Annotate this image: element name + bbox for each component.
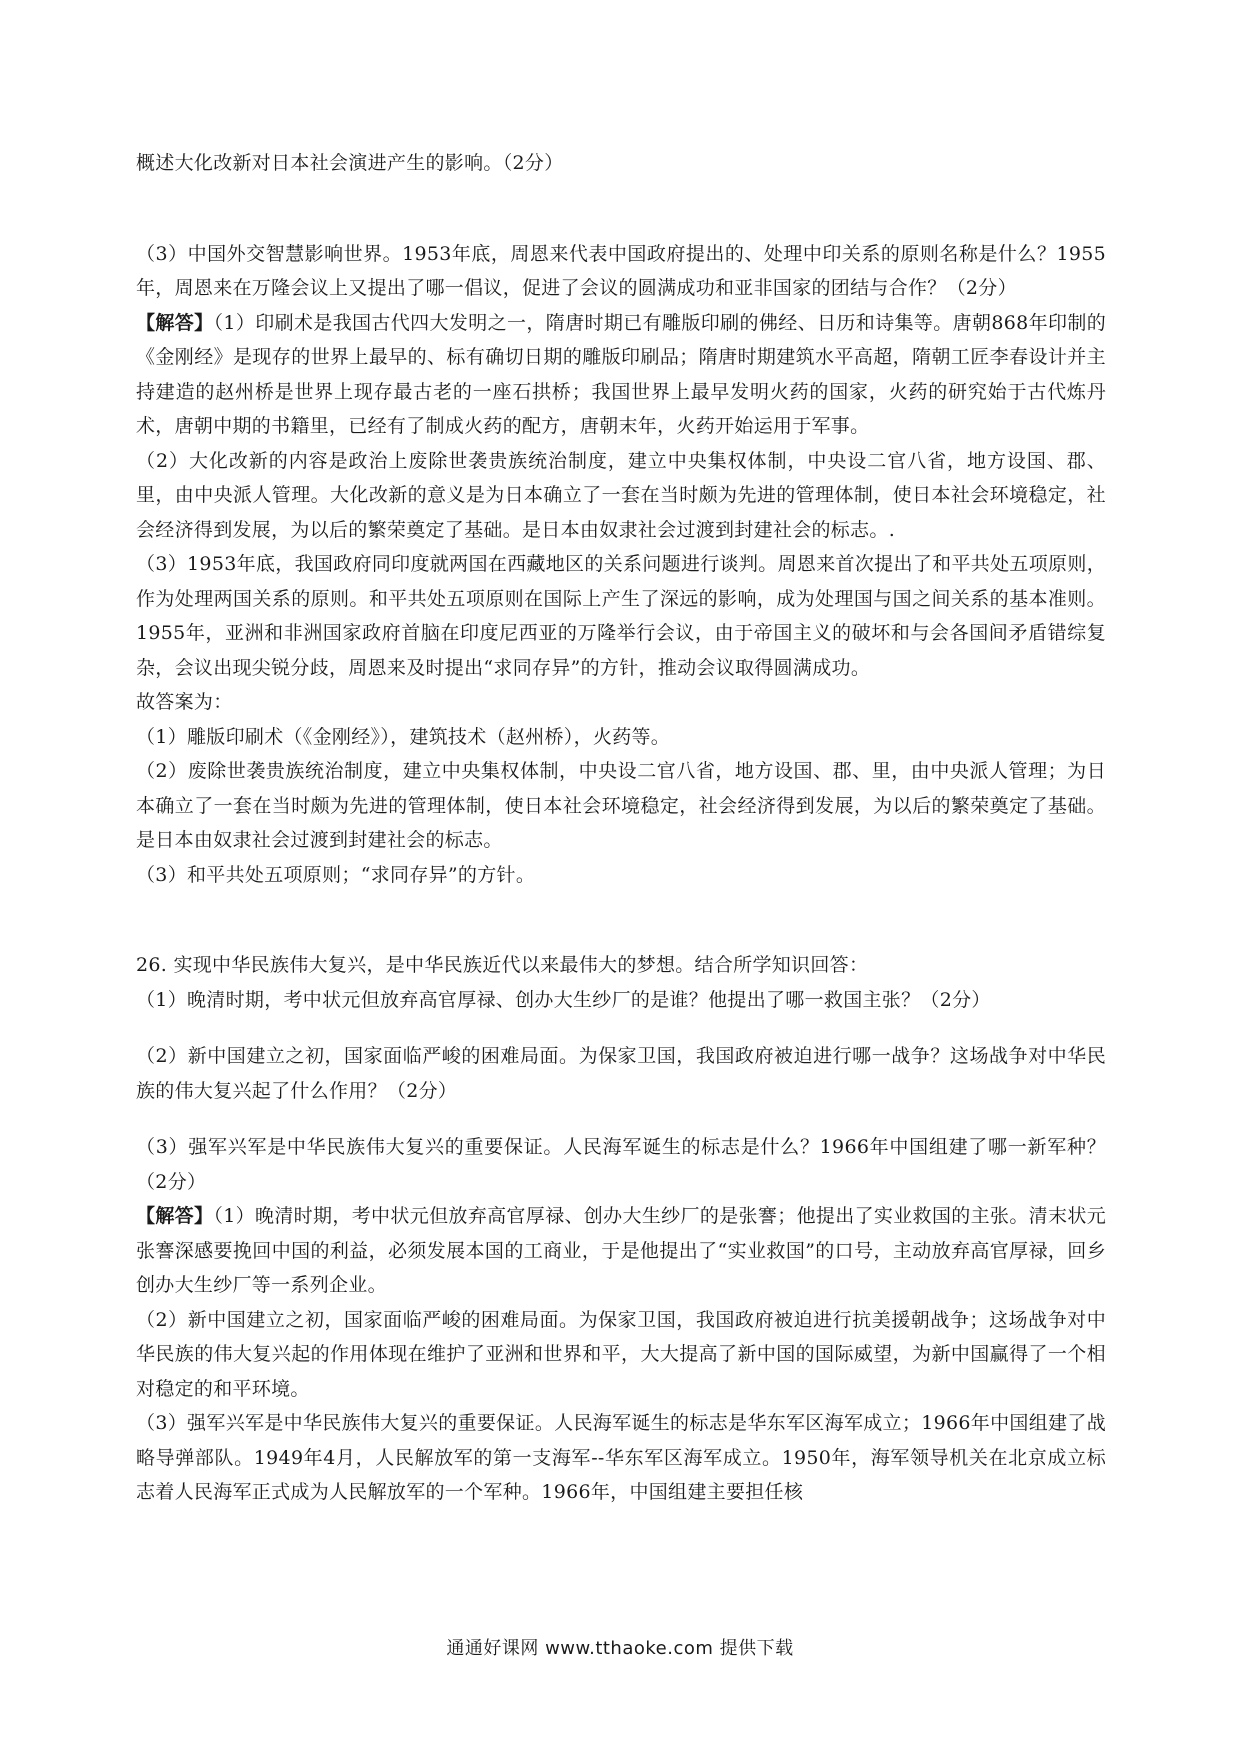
q26-stem: 26. 实现中华民族伟大复兴，是中华民族近代以来最伟大的梦想。结合所学知识回答： bbox=[136, 954, 869, 976]
spacer bbox=[136, 181, 1106, 237]
q25-final-answer-1: （1）雕版印刷术（《金刚经》），建筑技术（赵州桥），火药等。 bbox=[136, 725, 671, 748]
q25-answer-paragraph-1 bbox=[136, 306, 1106, 444]
q25-answer-3: （3）1953年底，我国政府同印度就两国在西藏地区的关系问题进行谈判。周恩来首次提出了和平共处五项原则，作为处理两国关系的原则。和平共处五项原则在国际上产生了深远的影响，成为处理国与国之间关系的基本准则。1955年，亚洲和非洲国家政府首脑在印度尼西亚的万隆举行会议，由于帝国主义的破坏和与会各国间矛盾错综复杂，会议出现尖锐分歧，周恩来及时提出“求同存异”的方针，推动会议取得圆满成功。 bbox=[136, 553, 1106, 679]
answer-tag: 【解答】 bbox=[136, 311, 214, 334]
q26-part2-question: （2）新中国建立之初，国家面临严峻的困难局面。为保家卫国，我国政府被迫进行哪一战争？这场战争对中华民族的伟大复兴起了什么作用？（2分） bbox=[136, 1045, 1106, 1102]
q26-answer-paragraph-1 bbox=[136, 1199, 1106, 1303]
document-body bbox=[136, 146, 1106, 1510]
q25-part3-question: （3）中国外交智慧影响世界。1953年底，周恩来代表中国政府提出的、处理中印关系的原则名称是什么？1955年，周恩来在万隆会议上又提出了哪一倡议，促进了会议的圆满成功和亚非国家的团结与合作？（2分） bbox=[136, 242, 1106, 299]
q26-part3-question: （3）强军兴军是中华民族伟大复兴的重要保证。人民海军诞生的标志是什么？1966年中国组建了哪一新军种？（2分） bbox=[136, 1136, 1106, 1193]
q25-final-answer-2: （2）废除世袭贵族统治制度，建立中央集权体制，中央设二官八省，地方设国、郡、里，由中央派人管理；为日本确立了一套在当时颇为先进的管理体制，使日本社会环境稳定，社会经济得到发展，为以后的繁荣奠定了基础。是日本由奴隶社会过渡到封建社会的标志。 bbox=[136, 760, 1106, 851]
q25-part2-tail: 概述大化改新对日本社会演进产生的影响。（2分） bbox=[136, 152, 564, 174]
spacer bbox=[136, 1108, 1106, 1130]
q25-answer-1: （1）印刷术是我国古代四大发明之一，隋唐时期已有雕版印刷的佛经、日历和诗集等。唐朝868年印制的《金刚经》是现存的世界上最早的、标有确切日期的雕版印刷品；隋唐时期建筑水平高超，隋朝工匠李春设计并主持建造的赵州桥是世界上现存最古老的一座石拱桥；我国世界上最早发明火药的国家，火药的研究始于古代炼丹术，唐朝中期的书籍里，已经有了制成火药的配方，唐朝末年，火药开始运用于军事。 bbox=[136, 311, 1106, 437]
page-footer: 通通好课网 www.tthaoke.com 提供下载 bbox=[446, 1638, 794, 1659]
q26-part1-question: （1）晚清时期，考中状元但放弃高官厚禄、创办大生纱厂的是谁？他提出了哪一救国主张？（2分） bbox=[136, 988, 991, 1011]
answer-tag: 【解答】 bbox=[136, 1205, 214, 1227]
q26-answer-1: （1）晚清时期，考中状元但放弃高官厚禄、创办大生纱厂的是张謇；他提出了实业救国的主张。清末状元张謇深感要挽回中国的利益，必须发展本国的工商业，于是他提出了“实业救国”的口号，主动放弃高官厚禄，回乡创办大生纱厂等一系列企业。 bbox=[136, 1205, 1106, 1296]
q25-final-answer-3: （3）和平共处五项原则；“求同存异”的方针。 bbox=[136, 863, 536, 886]
q26-answer-3: （3）强军兴军是中华民族伟大复兴的重要保证。人民海军诞生的标志是华东军区海军成立；1966年中国组建了战略导弹部队。1949年4月，人民解放军的第一支海军--华东军区海军成立。1950年，海军领导机关在北京成立标志着人民海军正式成为人民解放军的一个军种。1966年，中国组建主要担任核 bbox=[136, 1412, 1106, 1503]
spacer bbox=[136, 1017, 1106, 1039]
q26-answer-2: （2）新中国建立之初，国家面临严峻的困难局面。为保家卫国，我国政府被迫进行抗美援朝战争；这场战争对中华民族的伟大复兴起的作用体现在维护了亚洲和世界和平，大大提高了新中国的国际威望，为新中国赢得了一个相对稳定的和平环境。 bbox=[136, 1308, 1106, 1400]
q25-answer-2: （2）大化改新的内容是政治上废除世袭贵族统治制度，建立中央集权体制，中央设二官八省，地方设国、郡、里，由中央派人管理。大化改新的意义是为日本确立了一套在当时颇为先进的管理体制，使日本社会环境稳定，社会经济得到发展，为以后的繁荣奠定了基础。是日本由奴隶社会过渡到封建社会的标志。. bbox=[136, 449, 1106, 541]
q25-conclusion-label: 故答案为： bbox=[136, 691, 233, 713]
spacer bbox=[136, 892, 1106, 948]
